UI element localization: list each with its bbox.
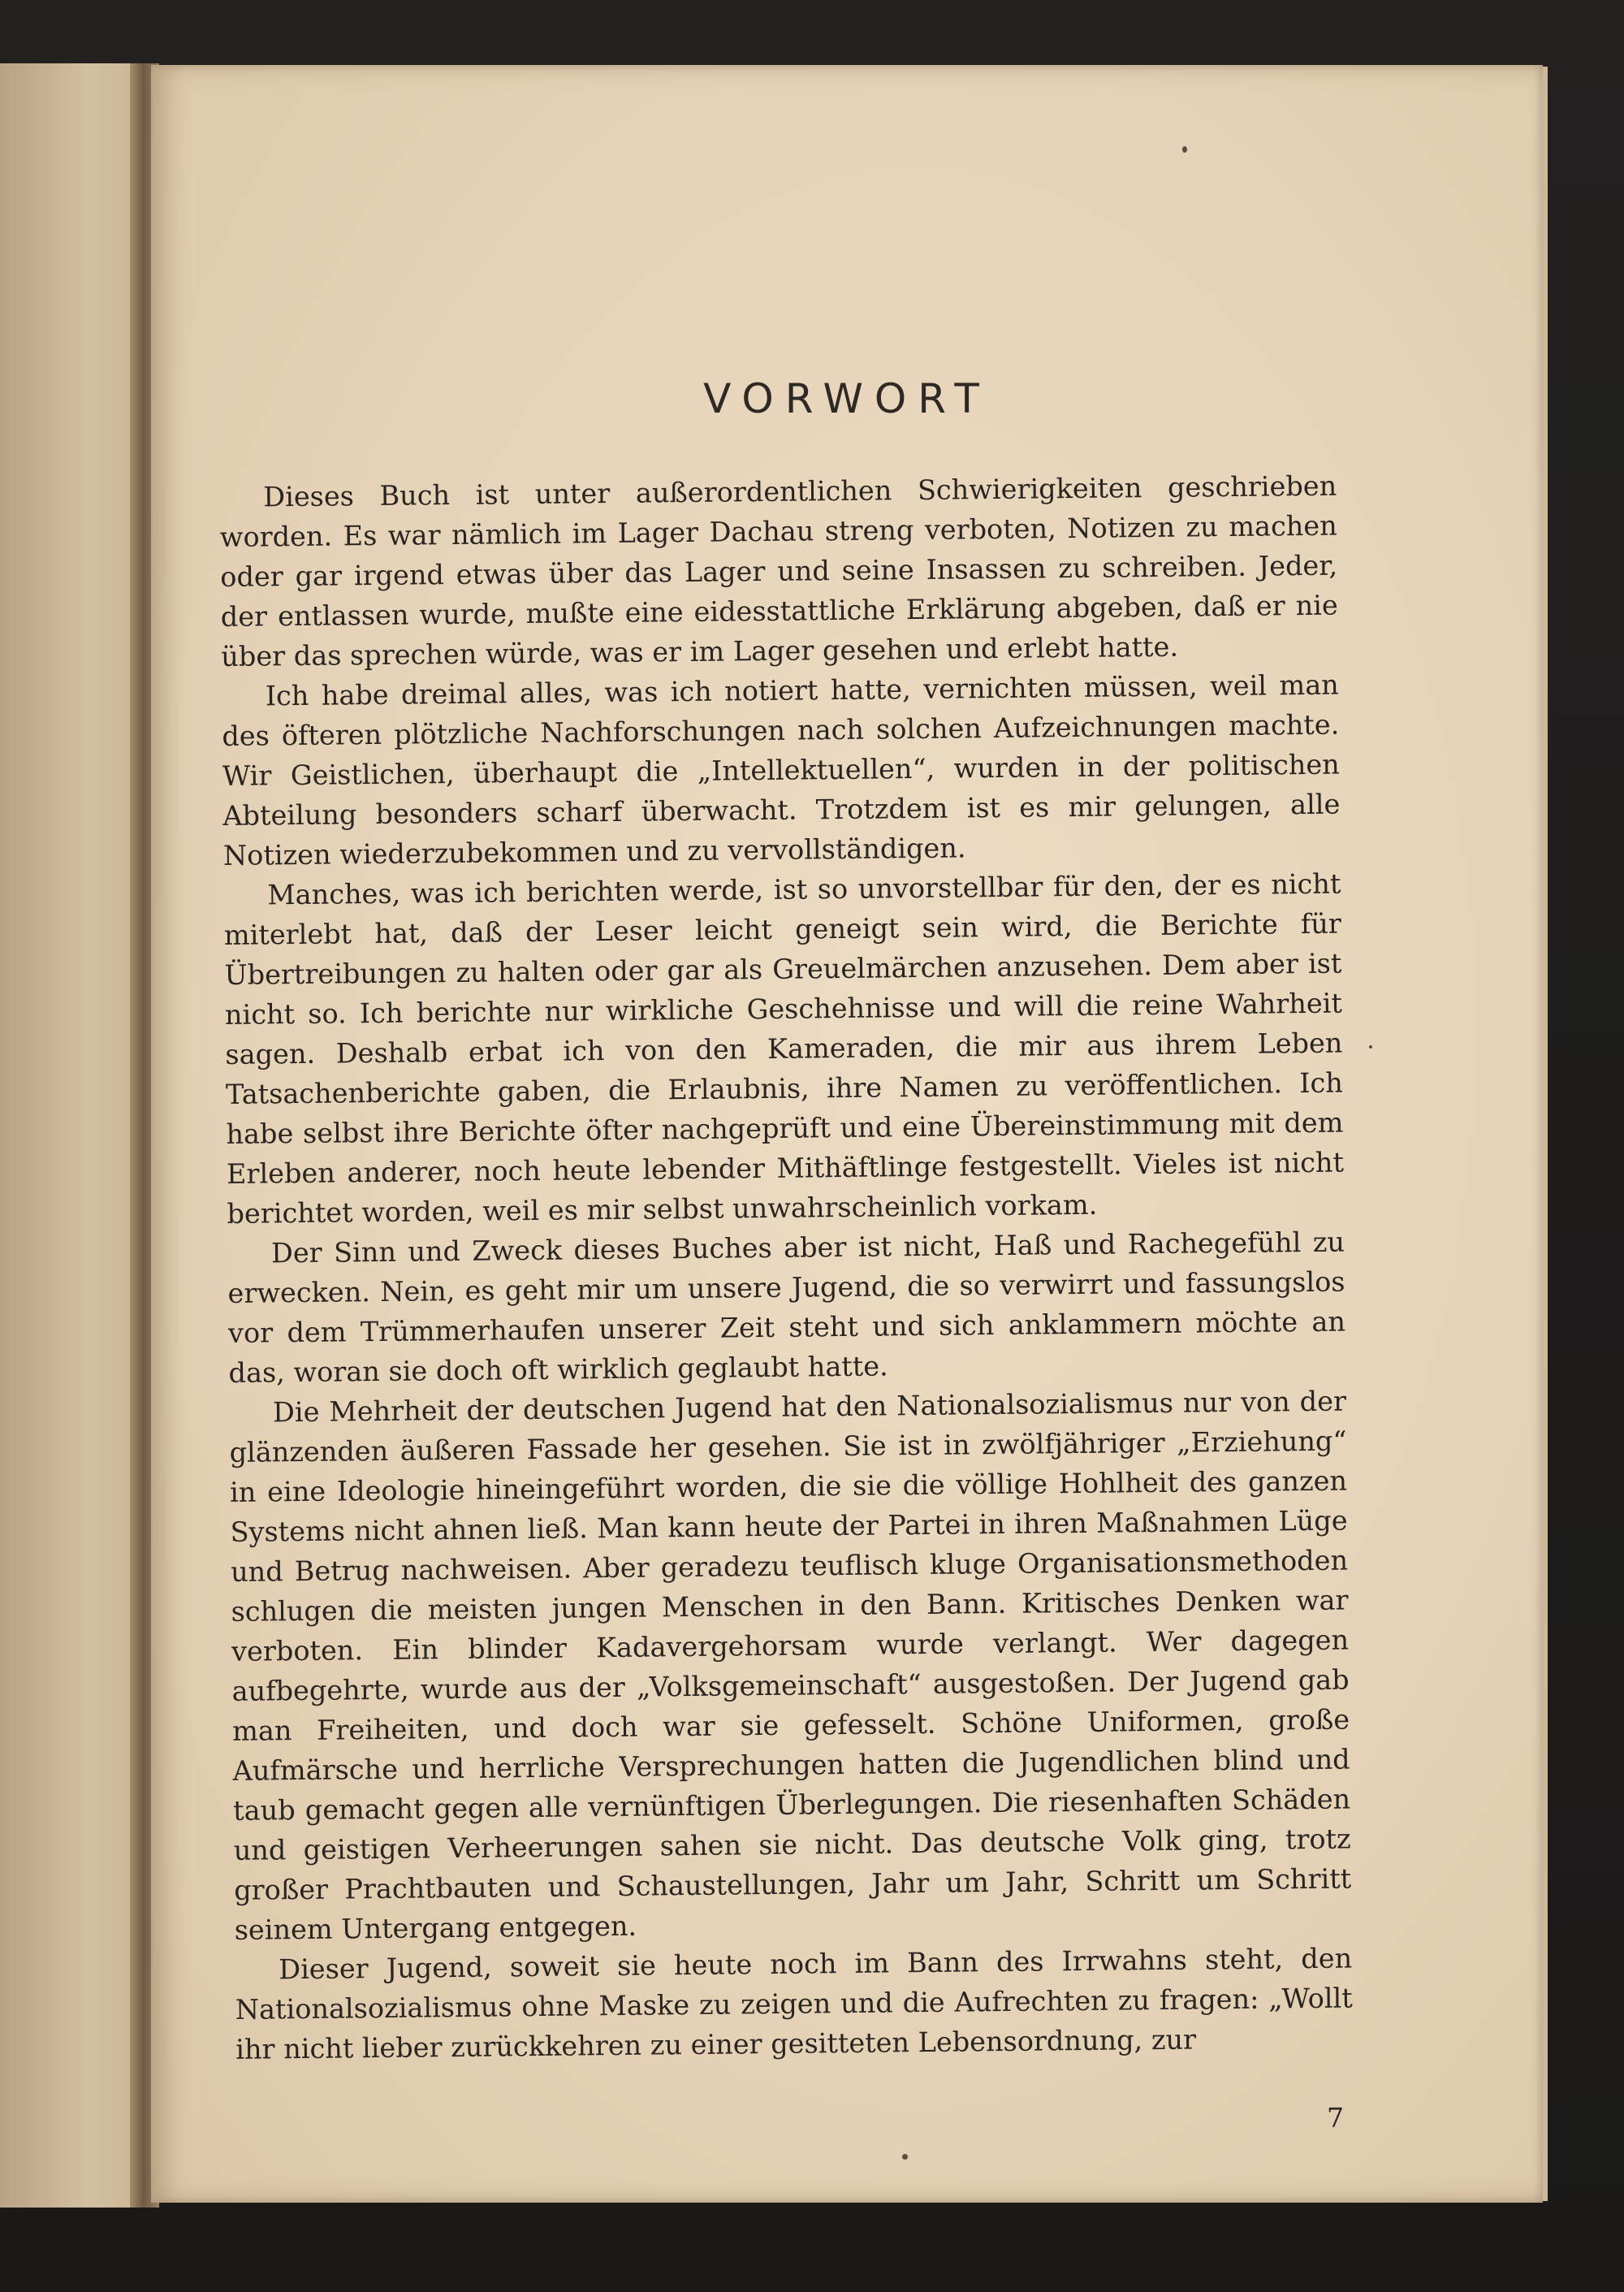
paper-speck xyxy=(1182,146,1187,153)
paragraph: Dieser Jugend, soweit sie heute noch im Bann des Irrwahns steht, den Nationalsozialismus ohne Maske zu zeigen und die Aufrechten zu fragen: „Wollt ihr nicht lieber zurückkehren zu einer gesitteten Lebensordnung, zur xyxy=(235,1942,1353,2065)
book-page xyxy=(151,65,1543,2203)
body-text xyxy=(219,466,1353,2069)
paper-speck xyxy=(902,2154,908,2160)
chapter-title: VORWORT xyxy=(703,375,991,422)
paragraph: Der Sinn und Zweck dieses Buches aber ist nicht, Haß und Rachegefühl zu erwecken. Nein, es geht mir um unsere Jugend, die so verwirrt und fassungslos vor dem Trümmerhaufen unserer Zeit steht und sich anklammern möchte an das, woran sie doch oft wirklich geglaubt hatte. xyxy=(227,1226,1346,1389)
page-number: 7 xyxy=(1327,2102,1344,2134)
paragraph: Manches, was ich berichten werde, ist so unvorstellbar für den, der es nicht miterlebt hat, daß der Leser leicht geneigt sein wird, die Berichte für Übertreibungen zu halten oder gar als Greuelmärchen anzusehen. Dem aber ist nicht so. Ich berichte nur wirkliche Geschehnisse und will die reine Wahrheit sagen. Deshalb erbat ich von den Kameraden, die mir aus ihrem Leben Tatsachenberichte gaben, die Erlaubnis, ihre Namen zu veröffentlichen. Ich habe selbst ihre Berichte öfter nachgeprüft und eine Übereinstimmung mit dem Erleben anderer, noch heute lebender Mithäftlinge festgestellt. Vieles ist nicht berichtet worden, weil es mir selbst unwahrscheinlich vorkam. xyxy=(223,867,1345,1230)
paper-speck xyxy=(1369,1045,1372,1049)
left-page-edge xyxy=(0,63,148,2208)
paragraph: Die Mehrheit der deutschen Jugend hat den Nationalsozialismus nur von der glänzenden äußeren Fassade her gesehen. Sie ist in zwölfjähriger „Erziehung“ in eine Ideologie hineingeführt worden, die sie die völlige Hohlheit des ganzen Systems nicht ahnen ließ. Man kann heute der Partei in ihren Maßnahmen Lüge und Betrug nachweisen. Aber geradezu teuflisch kluge Organisationsmethoden schlugen die meisten jungen Menschen in den Bann. Kritisches Denken war verboten. Ein blinder Kadavergehorsam wurde verlangt. Wer dagegen aufbegehrte, wurde aus der „Volksgemeinschaft“ ausgestoßen. Der Jugend gab man Freiheiten, und doch war sie gefesselt. Schöne Uniformen, große Aufmärsche und herrliche Versprechungen hatten die Jugendlichen blind und taub gemacht gegen alle vernünftigen Überlegungen. Die riesenhaften Schäden und geistigen Verheerungen sahen sie nicht. Das deutsche Volk ging, trotz großer Prachtbauten und Schaustellungen, Jahr um Jahr, Schritt um Schritt seinem Untergang entgegen. xyxy=(229,1385,1352,1946)
paragraph: Ich habe dreimal alles, was ich notiert hatte, vernichten müssen, weil man des öfteren plötzliche Nachforschungen nach solchen Aufzeichnungen machte. Wir Geistlichen, überhaupt die „Intellektuellen“, wurden in der politischen Abteilung besonders scharf überwacht. Trotzdem ist es mir gelungen, alle Notizen wiederzubekommen und zu vervollständigen. xyxy=(222,668,1341,871)
paragraph: Dieses Buch ist unter außerordentlichen Schwierigkeiten geschrieben worden. Es war nämlich im Lager Dachau streng verboten, Notizen zu machen oder gar irgend etwas über das Lager und seine Insassen zu schreiben. Jeder, der entlassen wurde, mußte eine eidesstattliche Erklärung abgeben, daß er nie über das sprechen würde, was er im Lager gesehen und erlebt hatte. xyxy=(219,469,1338,672)
